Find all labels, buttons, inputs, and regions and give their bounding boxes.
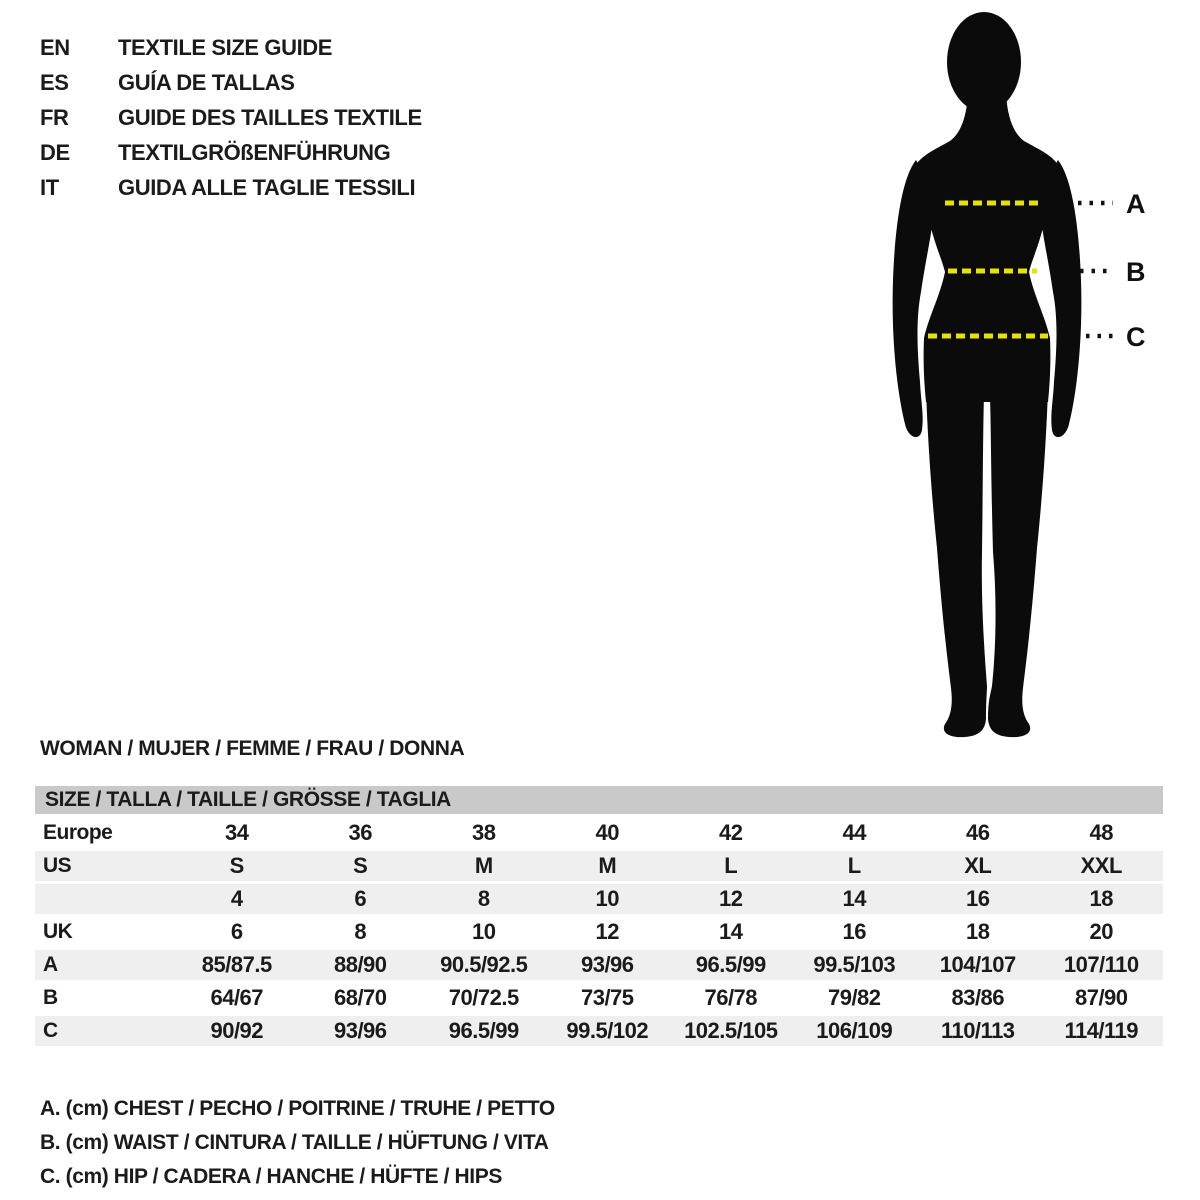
cell: L [724,853,738,878]
guide-title-de: TEXTILGRÖßENFÜHRUNG [118,139,391,165]
chest-label: A [1126,189,1146,219]
cell: 102.5/105 [684,1018,778,1043]
size-table [35,786,1163,1049]
table-row-us-letters [35,851,1163,881]
legend-waist: B. (cm) WAIST / CINTURA / TAILLE / HÜFTUNG / VITA [40,1131,549,1154]
legend-chest: A. (cm) CHEST / PECHO / POITRINE / TRUHE / PETTO [40,1097,555,1120]
cell: 8 [477,886,490,911]
cell: 85/87.5 [201,952,272,977]
cell: M [598,853,617,878]
cell: 20 [1089,919,1113,944]
cell: 70/72.5 [448,985,519,1010]
table-row-waist [35,983,1163,1013]
cell: 46 [966,820,990,845]
language-code: EN [40,34,70,60]
cell: 42 [719,820,743,845]
guide-title-it: GUIDA ALLE TAGLIE TESSILI [118,174,416,200]
cell: S [229,853,244,878]
cell: XXL [1080,853,1122,878]
waist-label: B [1126,257,1146,287]
cell: 87/90 [1074,985,1128,1010]
row-label: UK [43,920,73,943]
woman-silhouette-figure [880,0,1200,760]
cell: 16 [966,886,990,911]
cell: 12 [595,919,619,944]
cell: 68/70 [333,985,387,1010]
cell: 83/86 [951,985,1005,1010]
woman-silhouette [893,12,1082,737]
guide-title-es: GUÍA DE TALLAS [118,69,295,95]
cell: 76/78 [704,985,758,1010]
language-row-en [40,30,422,65]
row-label: C [43,1019,58,1042]
table-row-uk [35,917,1163,947]
hip-label: C [1126,322,1146,352]
row-label: A [43,953,58,976]
cell: 14 [719,919,743,944]
size-table-header: SIZE / TALLA / TAILLE / GRÖSSE / TAGLIA [35,786,1163,814]
table-title: WOMAN / MUJER / FEMME / FRAU / DONNA [40,737,465,760]
cell: 48 [1089,820,1113,845]
language-code: DE [40,139,70,165]
language-code: ES [40,69,69,95]
cell: 34 [225,820,249,845]
cell: 12 [719,886,743,911]
table-row-europe [35,818,1163,848]
cell: 106/109 [816,1018,893,1043]
cell: 99.5/103 [813,952,896,977]
language-code: IT [40,174,59,200]
cell: 96.5/99 [695,952,766,977]
cell: M [474,853,493,878]
language-row-fr [40,100,422,135]
language-row-es [40,65,422,100]
measurement-legend [40,1092,555,1194]
cell: 99.5/102 [566,1018,649,1043]
cell: 73/75 [580,985,634,1010]
cell: L [847,853,861,878]
cell: 88/90 [333,952,387,977]
cell: 36 [348,820,372,845]
cell: S [353,853,368,878]
cell: 96.5/99 [448,1018,519,1043]
guide-title-en: TEXTILE SIZE GUIDE [118,34,333,60]
cell: 104/107 [939,952,1016,977]
language-code: FR [40,104,69,130]
table-row-us-numbers [35,884,1163,914]
cell: 4 [230,886,243,911]
row-label: B [43,986,58,1009]
table-row-hip [35,1016,1163,1046]
cell: 10 [595,886,619,911]
legend-hip: C. (cm) HIP / CADERA / HANCHE / HÜFTE / HIPS [40,1165,502,1188]
cell: 6 [230,919,243,944]
language-row-it [40,170,422,205]
cell: 90.5/92.5 [440,952,528,977]
cell: 16 [842,919,866,944]
cell: 90/92 [210,1018,264,1043]
cell: 110/113 [940,1018,1015,1043]
measurement-figure [880,0,1200,760]
language-guide-list [40,30,422,205]
cell: 38 [472,820,496,845]
language-row-de [40,135,422,170]
guide-title-fr: GUIDE DES TAILLES TEXTILE [118,104,422,130]
cell: 93/96 [580,952,634,977]
cell: 93/96 [333,1018,387,1043]
cell: 18 [966,919,990,944]
cell: 64/67 [210,985,264,1010]
cell: 8 [354,919,367,944]
cell: 107/110 [1063,952,1139,977]
cell: 114/119 [1064,1018,1139,1043]
cell: XL [964,853,992,878]
cell: 40 [595,820,619,845]
cell: 79/82 [827,985,881,1010]
row-label: US [43,854,72,877]
row-label: Europe [43,821,113,844]
cell: 18 [1089,886,1113,911]
cell: 44 [842,820,866,845]
cell: 14 [842,886,866,911]
table-row-chest [35,950,1163,980]
cell: 10 [472,919,496,944]
cell: 6 [354,886,367,911]
